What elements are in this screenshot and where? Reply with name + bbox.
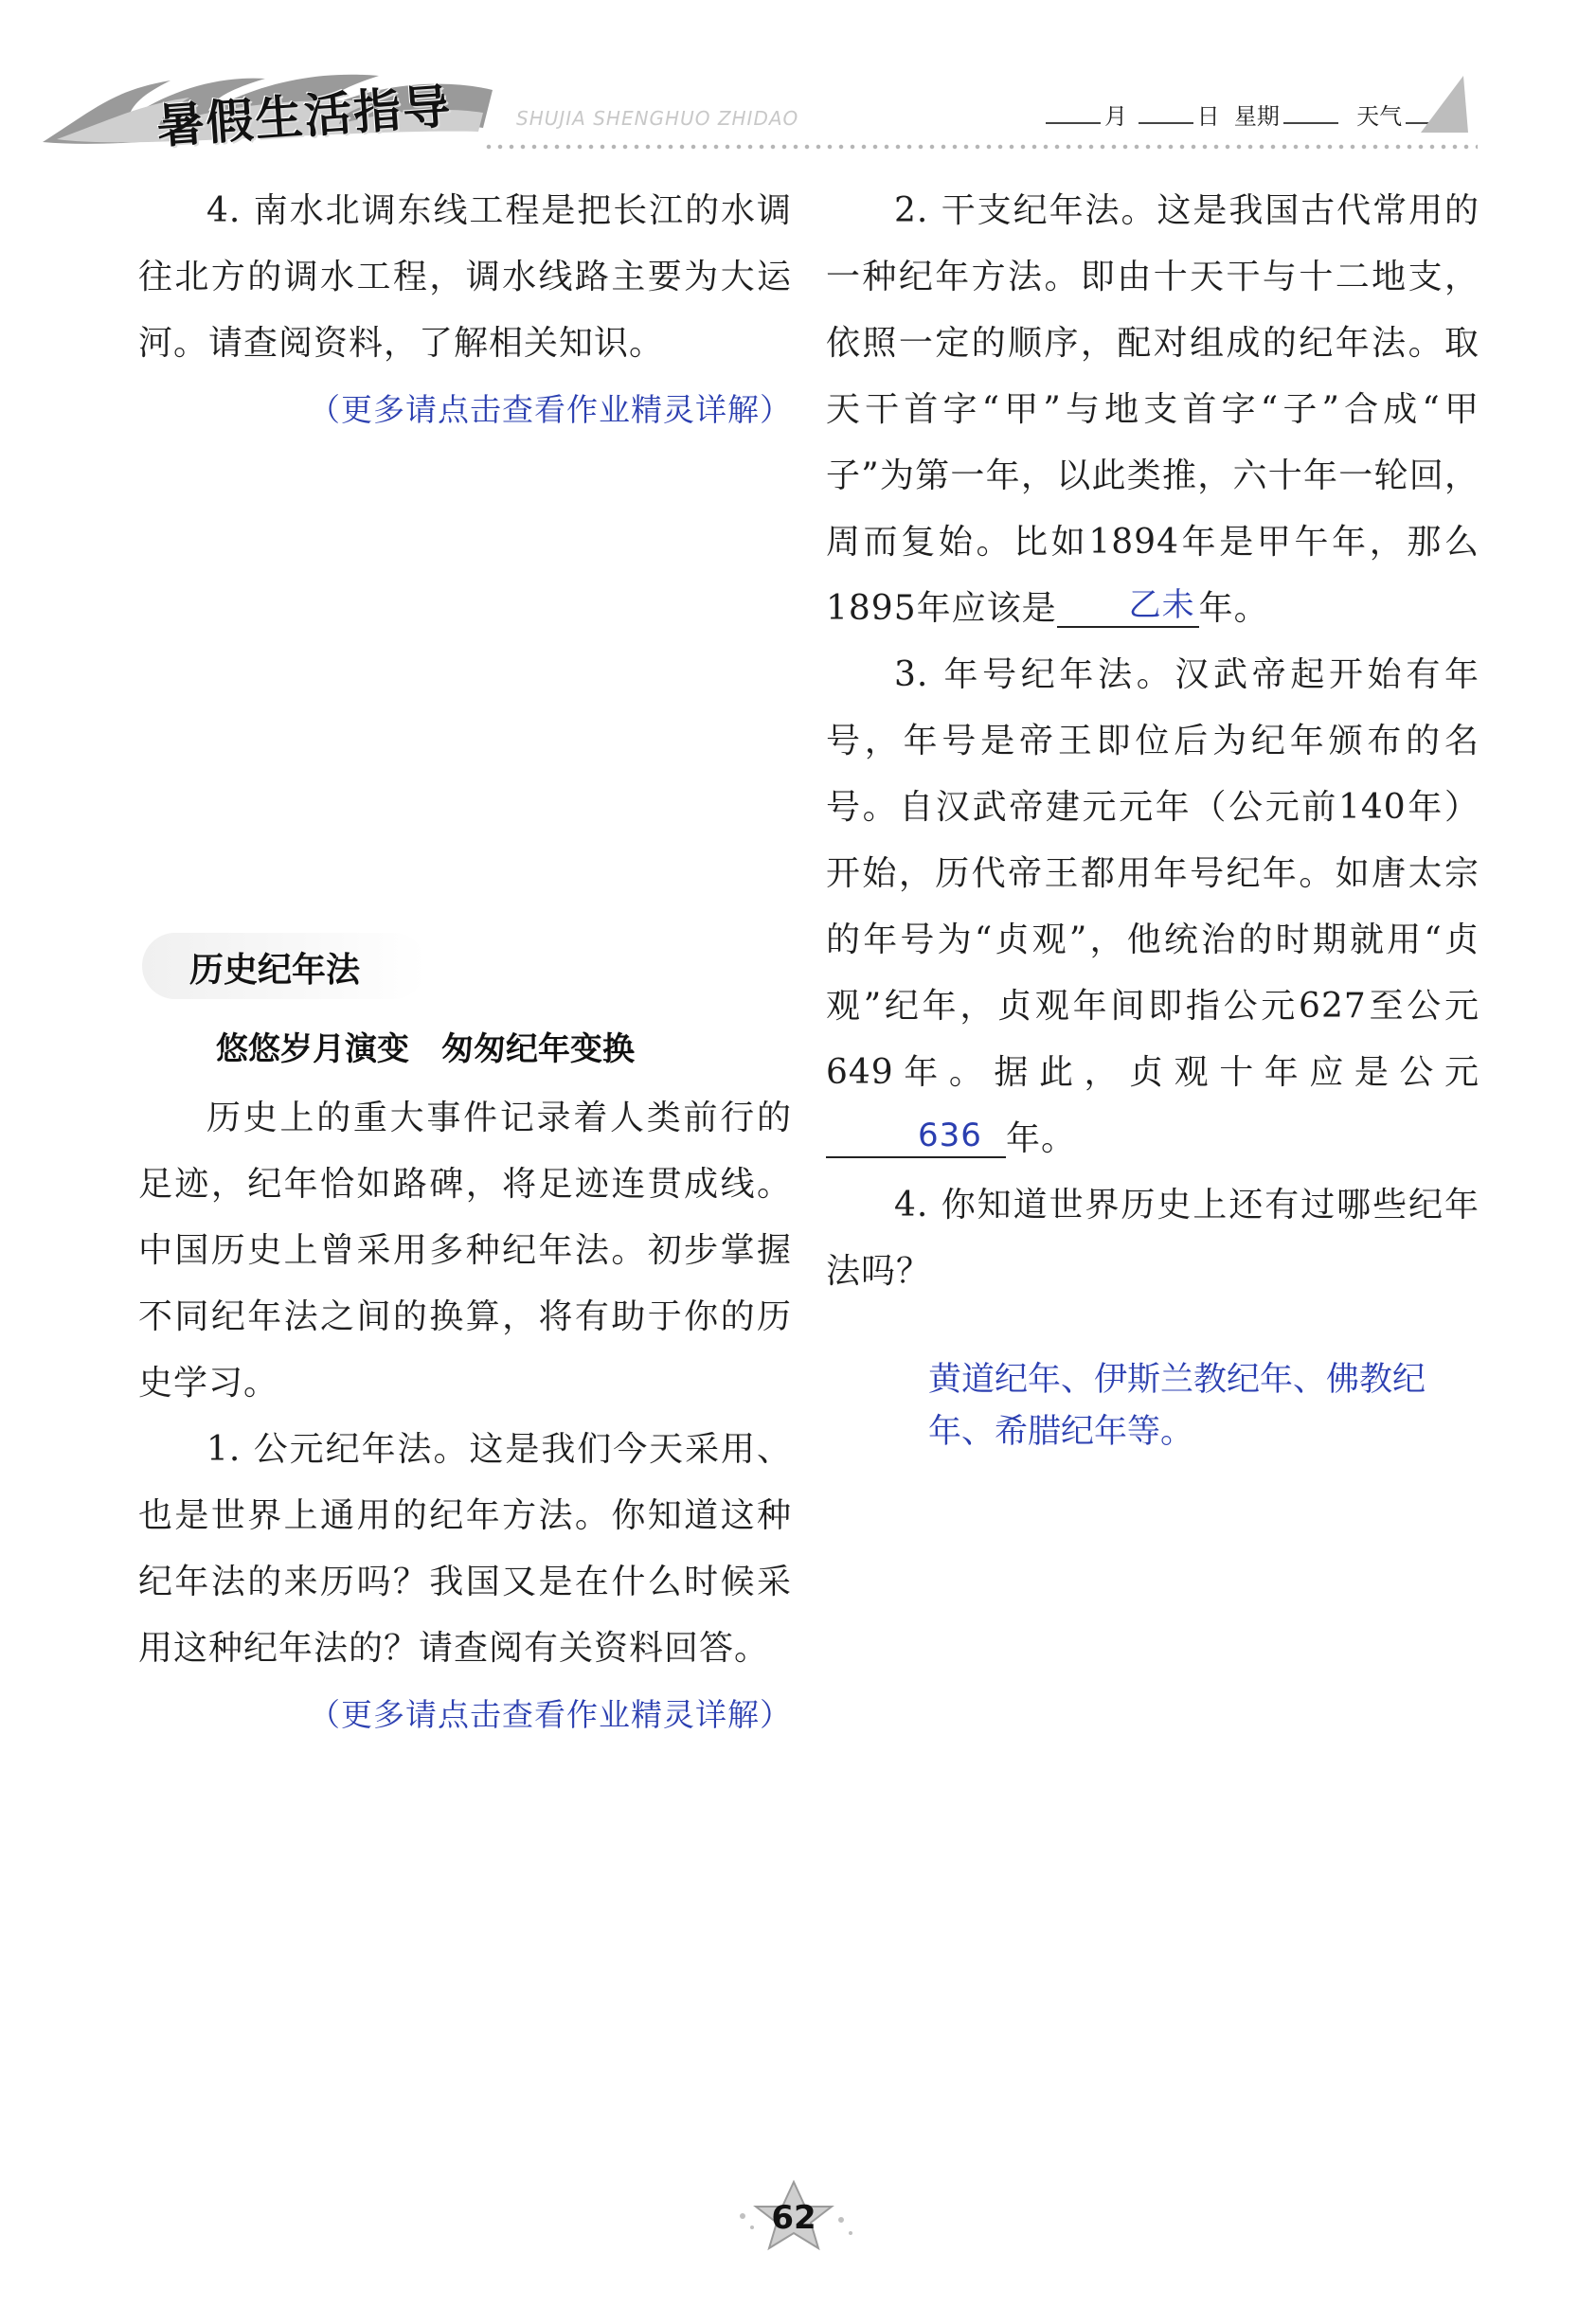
dotted-divider xyxy=(483,142,1478,152)
left-question-4 xyxy=(138,178,792,443)
intro-text: 历史上的重大事件记录着人类前行的足迹，纪年恰如路碑，将足迹连贯成线。中国历史上曾采用多种纪年法。初步掌握不同纪年法之间的换算，将有助于你的历史学习。 xyxy=(138,1099,792,1403)
question-3-answer-blank[interactable] xyxy=(826,1115,1006,1158)
question-1-text: 1. 公元纪年法。这是我们今天采用、也是世界上通用的纪年方法。你知道这种纪年法的来历吗？我国又是在什么时候采用这种纪年法的？请查阅有关资料回答。 xyxy=(138,1430,792,1668)
header xyxy=(38,52,1478,156)
question-3-text: 3. 年号纪年法。汉武帝起开始有年号，年号是帝王即位后为纪年颁布的名号。自汉武帝建元元年（公元前140年）开始，历代帝王都用年号纪年。如唐太宗的年号为“贞观”，他统治的时期就用“贞观”纪年，贞观年间即指公元627至公元649年。据此，贞观十年应是公元 xyxy=(826,655,1479,1092)
page-number-badge xyxy=(729,2178,862,2263)
page-number: 62 xyxy=(771,2199,816,2237)
weekday-blank[interactable] xyxy=(1283,122,1338,124)
question-2-answer-blank[interactable] xyxy=(1057,584,1199,628)
day-blank[interactable] xyxy=(1139,122,1193,124)
weather-label: 天气 xyxy=(1356,103,1403,130)
weekday-label: 星期 xyxy=(1233,103,1280,130)
question-3 xyxy=(826,642,1479,1172)
question-2-text: 2. 干支纪年法。这是我国古代常用的一种纪年方法。即由十天干与十二地支，依照一定的顺序，配对组成的纪年法。取天干首字“甲”与地支首字“子”合成“甲子”为第一年，以此类推，六十年一轮回，周而复始。比如1894年是甲午年，那么1895年应该是 xyxy=(826,191,1479,628)
brand-pinyin: SHUJIA SHENGHUO ZHIDAO xyxy=(516,107,799,130)
day-label: 日 xyxy=(1196,103,1220,130)
section-subtitle: 悠悠岁月演变 匆匆纪年变换 xyxy=(216,1030,635,1068)
left-intro-block xyxy=(138,1085,792,1748)
question-4-text: 4. 南水北调东线工程是把长江的水调往北方的调水工程，调水线路主要为大运河。请查阅资料，了解相关知识。 xyxy=(138,191,792,363)
question-3-suffix: 年。 xyxy=(1006,1119,1077,1158)
question-2-suffix: 年。 xyxy=(1198,589,1269,628)
month-blank[interactable] xyxy=(1046,122,1101,124)
question-4-world-text: 4. 你知道世界历史上还有过哪些纪年法吗？ xyxy=(826,1186,1479,1291)
pencil-tip-icon xyxy=(1416,71,1473,137)
more-details-link-2[interactable]: （更多请点击查看作业精灵详解） xyxy=(309,1696,792,1733)
question-2-answer: 乙未 xyxy=(1128,586,1195,624)
section-title: 历史纪年法 xyxy=(189,951,361,990)
right-column xyxy=(826,178,1479,1305)
question-4-world-answer: 黄道纪年、伊斯兰教纪年、佛教纪年、希腊纪年等。 xyxy=(928,1361,1426,1451)
question-3-answer: 636 xyxy=(918,1117,982,1154)
more-details-link-1[interactable]: （更多请点击查看作业精灵详解） xyxy=(309,391,792,428)
brand-title: 暑假生活指导 xyxy=(154,79,454,154)
month-label: 月 xyxy=(1104,103,1127,130)
question-2 xyxy=(826,178,1479,642)
date-weather-line xyxy=(1042,98,1464,131)
